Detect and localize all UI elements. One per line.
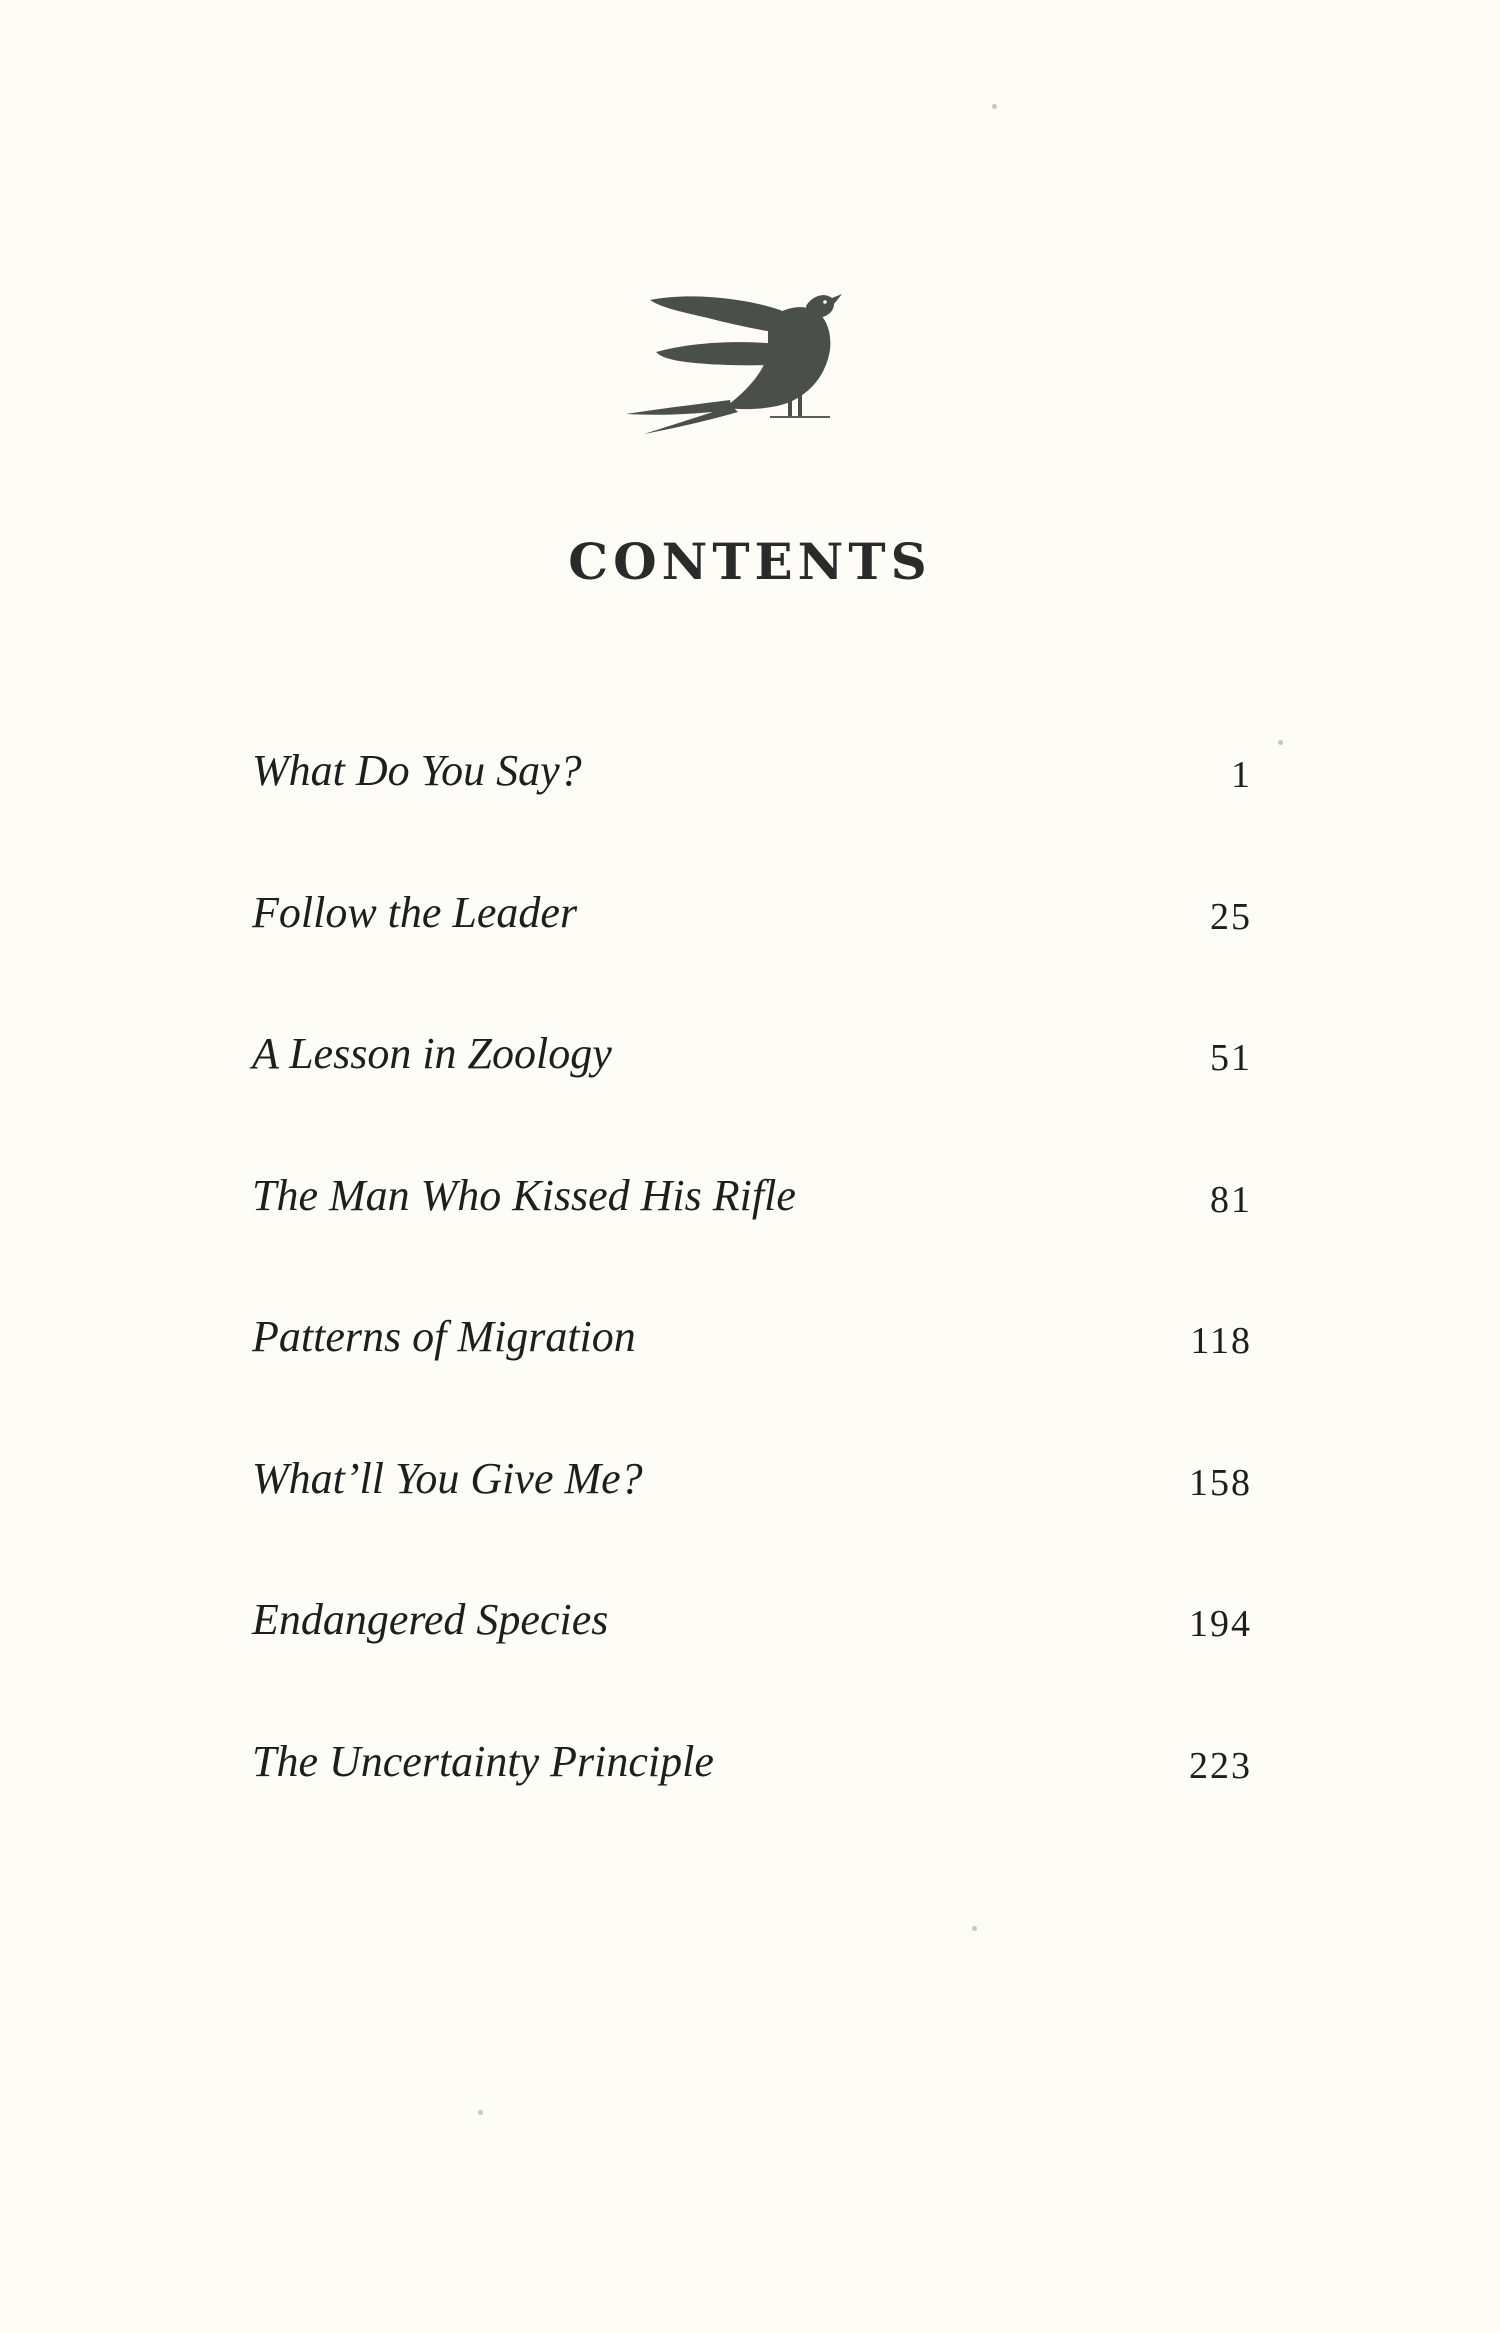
paper-speck bbox=[1278, 740, 1283, 745]
page-title: CONTENTS bbox=[568, 532, 932, 591]
toc-entry-title: Patterns of Migration bbox=[252, 1312, 636, 1361]
toc-entry[interactable] bbox=[252, 1311, 1252, 1453]
toc-entry-page: 158 bbox=[1189, 1461, 1252, 1504]
toc-entry-page: 194 bbox=[1189, 1603, 1252, 1645]
toc-entry-title: The Uncertainty Principle bbox=[252, 1736, 714, 1786]
toc-entry[interactable] bbox=[252, 1453, 1252, 1595]
toc-entry[interactable] bbox=[252, 887, 1252, 1029]
toc-entry-title: Follow the Leader bbox=[252, 887, 578, 937]
toc-entry-title: Endangered Species bbox=[252, 1595, 609, 1644]
toc-entry-page: 25 bbox=[1210, 895, 1252, 938]
toc-entry[interactable] bbox=[252, 1028, 1252, 1170]
toc-entry[interactable] bbox=[252, 1594, 1252, 1736]
toc-entry-page: 81 bbox=[1210, 1178, 1252, 1221]
table-of-contents bbox=[252, 745, 1252, 1877]
toc-entry-title: What’ll You Give Me? bbox=[252, 1453, 643, 1503]
paper-speck bbox=[972, 1926, 977, 1931]
toc-entry-title: A Lesson in Zoology bbox=[252, 1029, 612, 1078]
toc-entry-title: What Do You Say? bbox=[252, 746, 582, 795]
toc-entry-page: 223 bbox=[1189, 1744, 1252, 1787]
toc-entry[interactable] bbox=[252, 745, 1252, 887]
swallow-bird-icon bbox=[620, 288, 900, 488]
toc-entry-page: 118 bbox=[1190, 1320, 1252, 1362]
toc-entry-title: The Man Who Kissed His Rifle bbox=[252, 1170, 796, 1220]
toc-entry[interactable] bbox=[252, 1736, 1252, 1878]
paper-speck bbox=[478, 2110, 483, 2115]
toc-entry[interactable] bbox=[252, 1170, 1252, 1312]
toc-entry-page: 1 bbox=[1231, 754, 1252, 796]
toc-entry-page: 51 bbox=[1210, 1037, 1252, 1079]
paper-speck bbox=[992, 104, 997, 109]
